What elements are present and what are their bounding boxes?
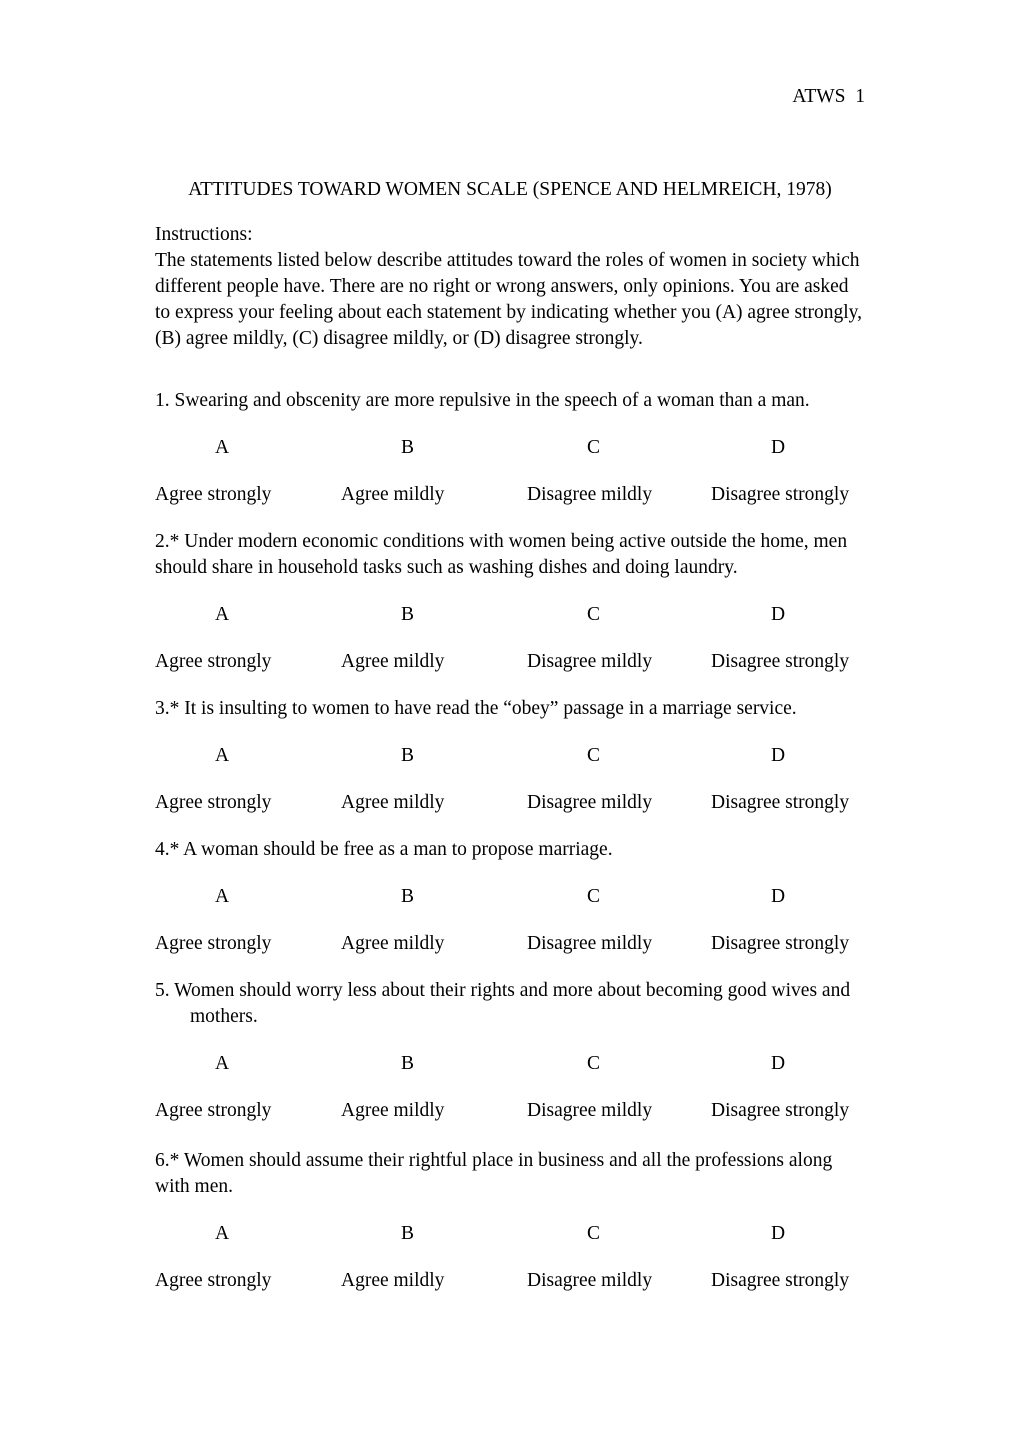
option-label-disagree-strongly: Disagree strongly [711, 792, 850, 813]
option-letter-d: D [771, 1223, 786, 1244]
question-block-4 [155, 837, 865, 957]
option-letter-b: B [401, 437, 415, 458]
instructions-label: Instructions: [155, 224, 253, 245]
question-5-letters-row [155, 1051, 865, 1077]
option-label-agree-strongly: Agree strongly [155, 651, 272, 672]
option-letter-b: B [401, 604, 415, 625]
question-6-labels-row [155, 1268, 865, 1294]
option-letter-a: A [215, 745, 230, 766]
option-letter-a: A [215, 886, 230, 907]
question-block-3 [155, 696, 865, 816]
option-label-agree-mildly: Agree mildly [341, 1270, 445, 1291]
option-letter-c: C [587, 604, 601, 625]
question-4-letters-row [155, 884, 865, 910]
question-6-letters-row [155, 1221, 865, 1247]
option-letter-a: A [215, 437, 230, 458]
option-letter-c: C [587, 745, 601, 766]
question-2-letters-row [155, 602, 865, 628]
instructions-body: The statements listed below describe attitudes toward the roles of women in society which different people have. There are no right or wrong answers, only opinions. You are asked to express your feeling about each statement by indicating whether you (A) agree strongly, (B) agree mildly, (C) disagree mildly, or (D) disagree strongly. [155, 250, 863, 349]
option-label-disagree-mildly: Disagree mildly [527, 651, 653, 672]
option-letter-d: D [771, 437, 786, 458]
option-letter-d: D [771, 1053, 786, 1074]
page-header [155, 58, 865, 136]
question-1-letters-row [155, 435, 865, 461]
question-3-letters-row [155, 743, 865, 769]
document-title: ATTITUDES TOWARD WOMEN SCALE (SPENCE AND HELMREICH, 1978) [188, 179, 832, 200]
option-letter-b: B [401, 886, 415, 907]
question-1-labels-row [155, 482, 865, 508]
option-letter-d: D [771, 886, 786, 907]
option-label-disagree-mildly: Disagree mildly [527, 484, 653, 505]
option-label-disagree-mildly: Disagree mildly [527, 933, 653, 954]
option-letter-a: A [215, 604, 230, 625]
question-3-text: 3.* It is insulting to women to have read the “obey” passage in a marriage service. [155, 698, 797, 719]
option-letter-c: C [587, 886, 601, 907]
option-letter-c: C [587, 437, 601, 458]
option-label-disagree-mildly: Disagree mildly [527, 1270, 653, 1291]
question-2-text: 2.* Under modern economic conditions with women being active outside the home, men should share in household tasks such as washing dishes and doing laundry. [155, 531, 848, 578]
option-label-agree-strongly: Agree strongly [155, 484, 272, 505]
option-letter-b: B [401, 1053, 415, 1074]
question-5-labels-row [155, 1098, 865, 1124]
option-label-disagree-strongly: Disagree strongly [711, 1100, 850, 1121]
option-label-disagree-strongly: Disagree strongly [711, 1270, 850, 1291]
header-right-text: ATWS 1 [792, 86, 865, 107]
option-letter-c: C [587, 1053, 601, 1074]
question-block-1 [155, 388, 865, 508]
question-block-5 [155, 978, 865, 1124]
option-label-agree-mildly: Agree mildly [341, 792, 445, 813]
option-label-disagree-mildly: Disagree mildly [527, 792, 653, 813]
option-label-agree-mildly: Agree mildly [341, 933, 445, 954]
option-label-agree-mildly: Agree mildly [341, 484, 445, 505]
question-block-6 [155, 1148, 865, 1294]
option-label-agree-mildly: Agree mildly [341, 651, 445, 672]
option-label-disagree-mildly: Disagree mildly [527, 1100, 653, 1121]
option-label-agree-mildly: Agree mildly [341, 1100, 445, 1121]
question-2-labels-row [155, 649, 865, 675]
question-1-text: 1. Swearing and obscenity are more repulsive in the speech of a woman than a man. [155, 390, 810, 411]
option-letter-a: A [215, 1053, 230, 1074]
option-letter-c: C [587, 1223, 601, 1244]
question-4-text: 4.* A woman should be free as a man to propose marriage. [155, 839, 613, 860]
option-letter-b: B [401, 1223, 415, 1244]
option-letter-a: A [215, 1223, 230, 1244]
question-3-labels-row [155, 790, 865, 816]
option-label-disagree-strongly: Disagree strongly [711, 651, 850, 672]
option-letter-d: D [771, 604, 786, 625]
option-label-agree-strongly: Agree strongly [155, 1270, 272, 1291]
option-label-disagree-strongly: Disagree strongly [711, 933, 850, 954]
option-label-agree-strongly: Agree strongly [155, 933, 272, 954]
question-4-labels-row [155, 931, 865, 957]
option-label-disagree-strongly: Disagree strongly [711, 484, 850, 505]
option-label-agree-strongly: Agree strongly [155, 1100, 272, 1121]
option-label-agree-strongly: Agree strongly [155, 792, 272, 813]
question-block-2 [155, 529, 865, 675]
option-letter-b: B [401, 745, 415, 766]
option-letter-d: D [771, 745, 786, 766]
question-5-text: 5. Women should worry less about their rights and more about becoming good wives and mothers. [155, 980, 851, 1027]
question-6-text: 6.* Women should assume their rightful place in business and all the professions along with men. [155, 1150, 833, 1197]
